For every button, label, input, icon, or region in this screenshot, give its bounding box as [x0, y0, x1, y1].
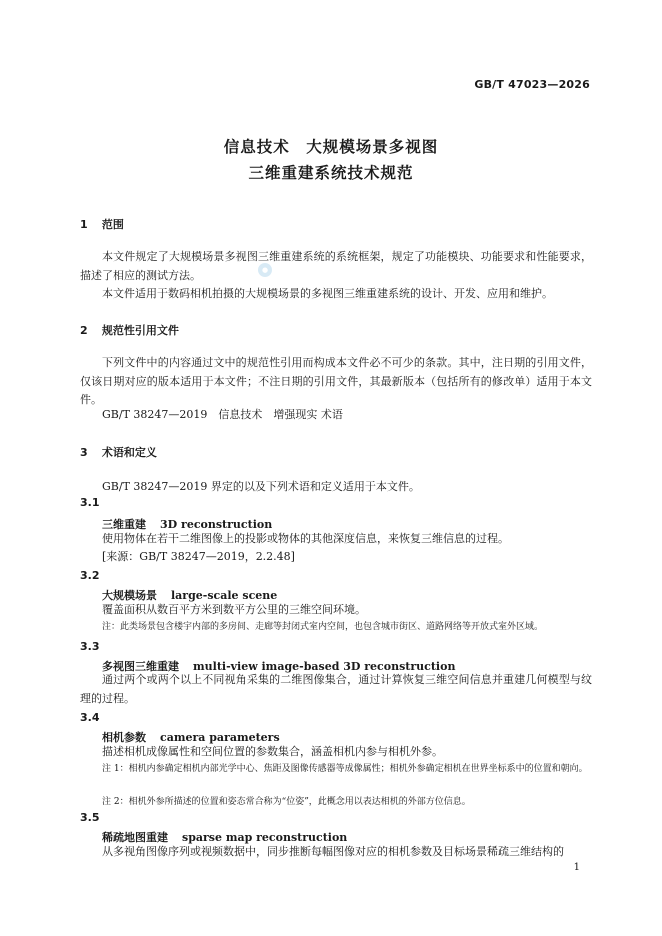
term-source: [来源：GB/T 38247—2019，2.2.48] — [102, 550, 295, 563]
term-en: large-scale scene — [171, 589, 278, 602]
reference-entry: GB/T 38247—2019 信息技术 增强现实 术语 — [102, 408, 343, 421]
term-definition: 从多视角图像序列或视频数据中，同步推断每幅图像对应的相机参数及目标场景稀疏三维结构的 — [102, 845, 564, 858]
term-definition: 通过两个或两个以上不同视角采集的二维图像集合，通过计算恢复三维空间信息并重建几何模型与纹理的过程。 — [80, 673, 592, 705]
term-definition: 覆盖面积从数百平方米到数平方公里的三维空间环境。 — [102, 603, 366, 616]
term-zh: 稀疏地图重建 — [102, 831, 168, 844]
term-definition: 描述相机成像属性和空间位置的参数集合，涵盖相机内参与相机外参。 — [102, 745, 443, 758]
section-heading-normative-references — [80, 322, 179, 338]
document-title-line-1: 信息技术 大规模场景多视图 — [223, 138, 439, 156]
term-definition: 使用物体在若干二维图像上的投影或物体的其他深度信息，来恢复三维信息的过程。 — [102, 532, 509, 545]
term-en: multi-view image-based 3D reconstruction — [193, 660, 456, 673]
paragraph: 下列文件中的内容通过文中的规范性引用而构成本文件必不可少的条款。其中，注日期的引用文件，仅该日期对应的版本适用于本文件；不注日期的引用文件，其最新版本（包括所有的修改单）适用于本文件。 — [80, 356, 592, 406]
page-number: 1 — [573, 862, 580, 873]
term-zh: 三维重建 — [102, 518, 146, 531]
section-number: 3 — [80, 446, 88, 459]
term-note: 注 2：相机外参所描述的位置和姿态常合称为“位姿”，此概念用以表达相机的外部方位信息。 — [102, 797, 471, 807]
term-zh: 相机参数 — [102, 731, 146, 744]
section-number: 2 — [80, 324, 88, 337]
term-zh: 大规模场景 — [102, 589, 157, 602]
term-number: 3.3 — [80, 640, 100, 653]
term-number: 3.4 — [80, 711, 100, 724]
section-title: 范围 — [101, 218, 124, 231]
section-number: 1 — [80, 218, 88, 231]
term-en: 3D reconstruction — [160, 518, 273, 531]
section-title: 规范性引用文件 — [101, 324, 179, 337]
standard-number: GB/T 47023—2026 — [474, 78, 590, 91]
term-en: camera parameters — [160, 731, 280, 744]
document-title-line-2: 三维重建系统技术规范 — [248, 164, 414, 182]
section-heading-terms-definitions — [80, 444, 157, 460]
term-note: 注：此类场景包含楼宇内部的多房间、走廊等封闭式室内空间，也包含城市街区、道路网络等开放式室外区域。 — [102, 622, 544, 632]
term-en: sparse map reconstruction — [182, 831, 348, 844]
term-number: 3.5 — [80, 811, 100, 824]
watermark-icon: ● — [258, 263, 272, 277]
term-note: 注 1：相机内参确定相机内部光学中心、焦距及图像传感器等成像属性；相机外参确定相机在世界坐标系中的位置和朝向。 — [102, 764, 588, 774]
term-number: 3.1 — [80, 496, 100, 509]
paragraph: 本文件适用于数码相机拍摄的大规模场景的多视图三维重建系统的设计、开发、应用和维护。 — [102, 287, 553, 300]
paragraph: 本文件规定了大规模场景多视图三维重建系统的系统框架，规定了功能模块、功能要求和性能要求，描述了相应的测试方法。 — [80, 250, 592, 282]
section-heading-scope — [80, 216, 124, 232]
term-number: 3.2 — [80, 569, 100, 582]
term-zh: 多视图三维重建 — [102, 660, 179, 673]
paragraph: GB/T 38247—2019 界定的以及下列术语和定义适用于本文件。 — [102, 480, 420, 493]
section-title: 术语和定义 — [101, 446, 157, 459]
